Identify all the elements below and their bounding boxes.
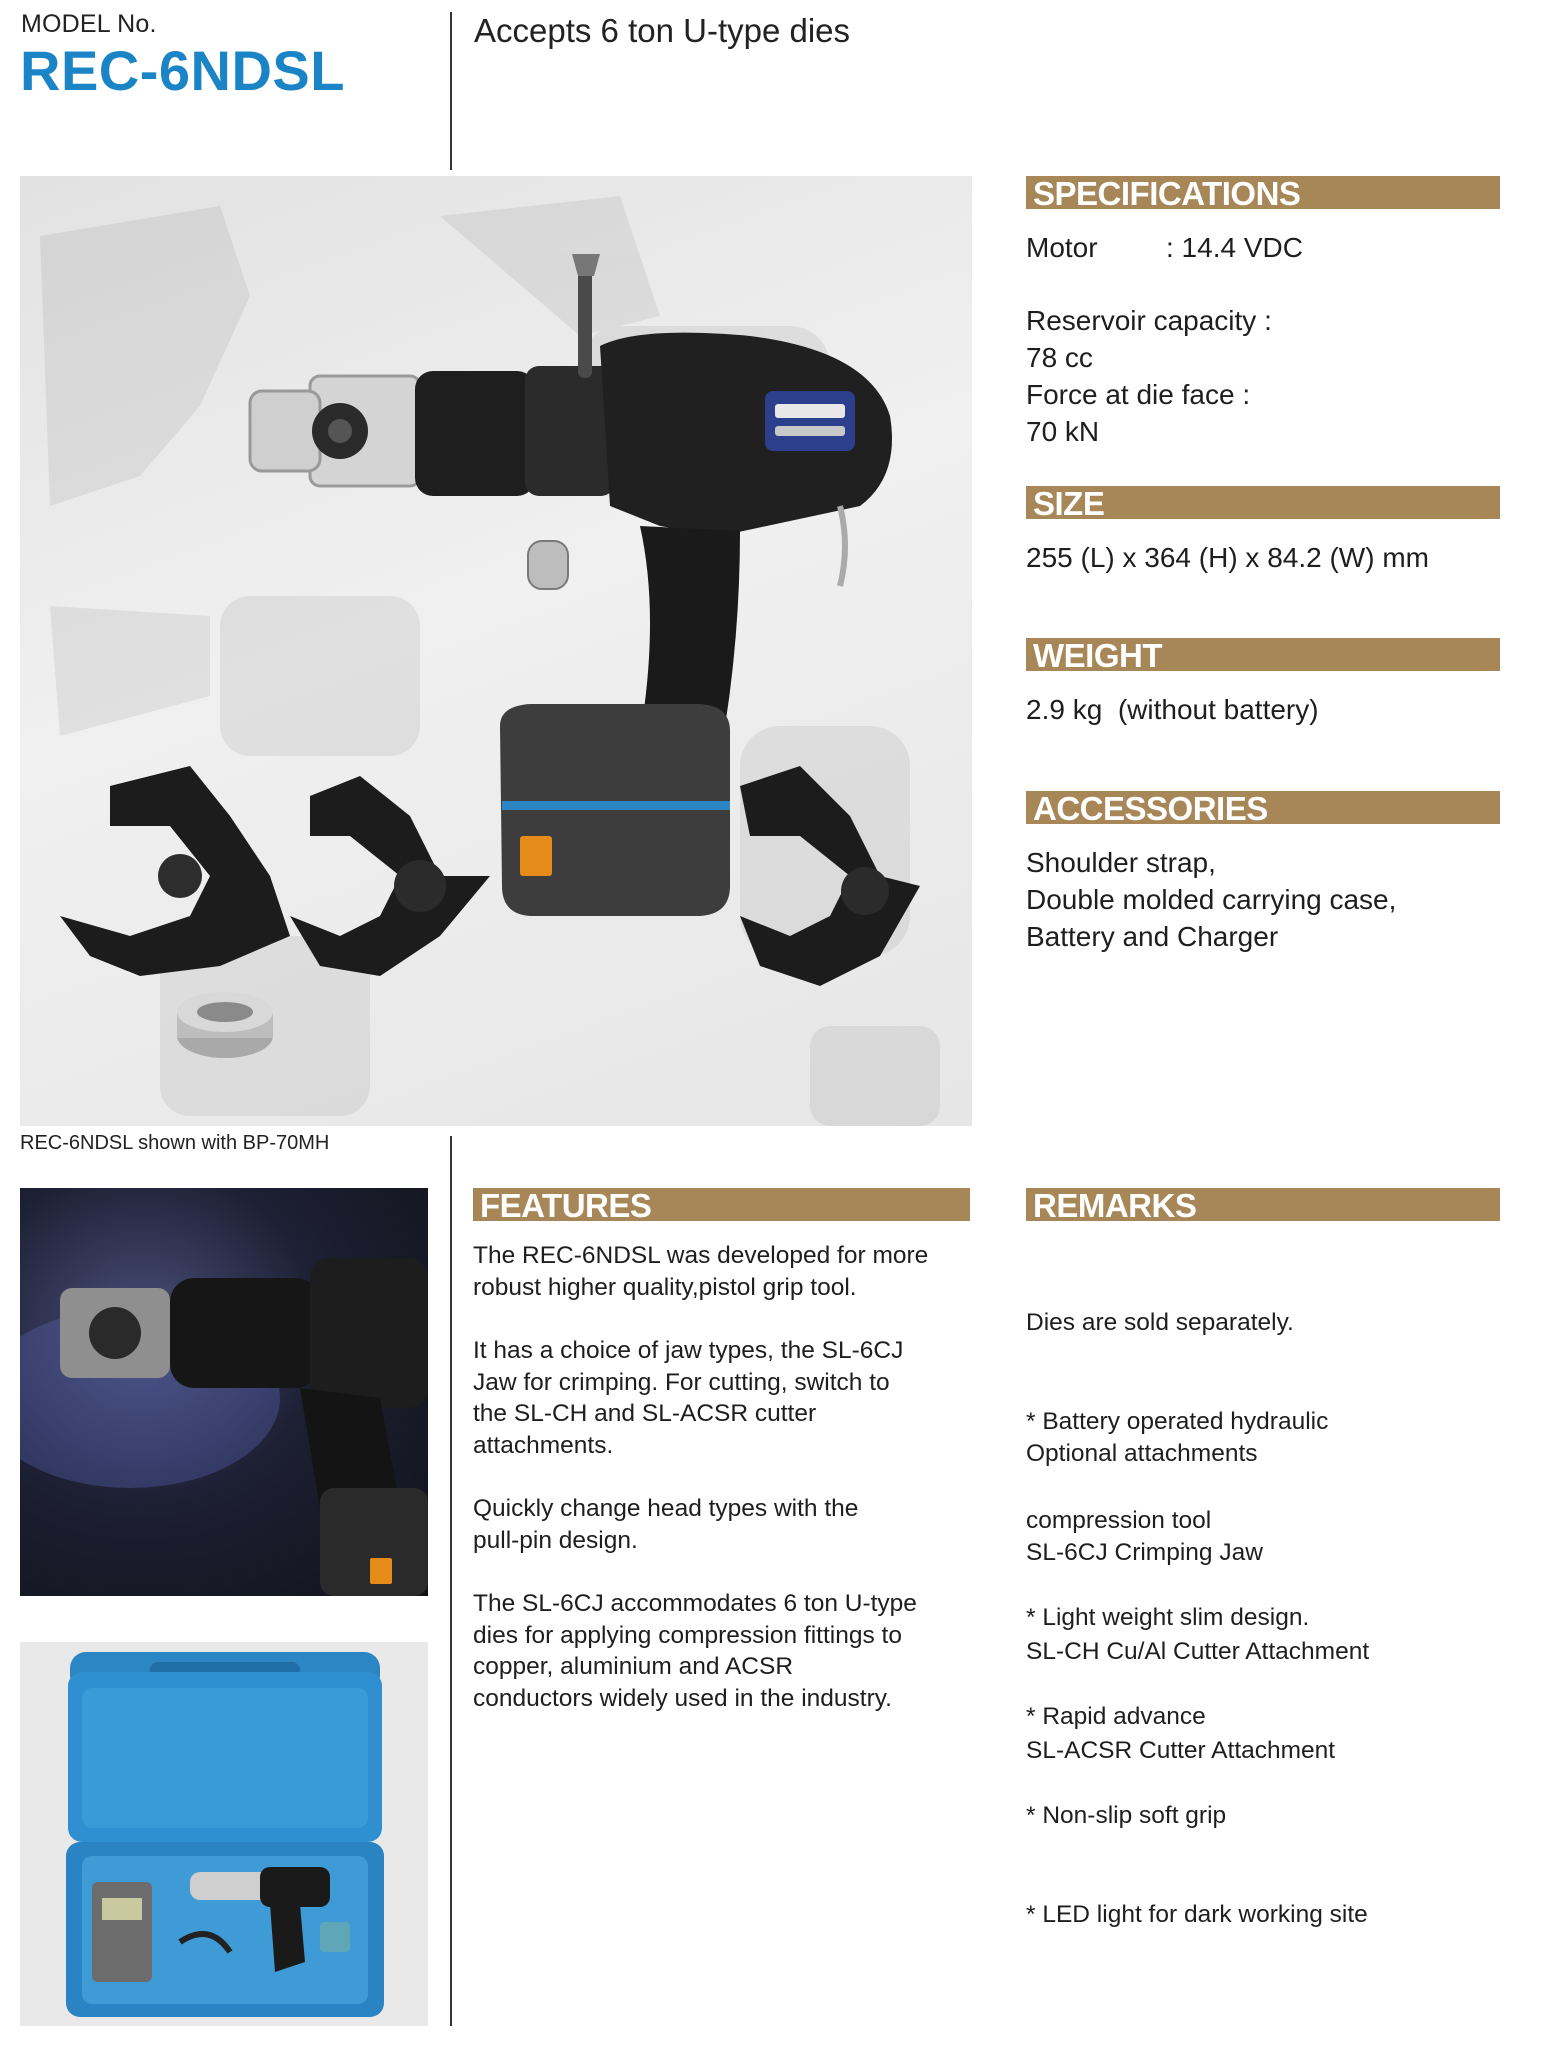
accessories-list	[1026, 844, 1396, 955]
carrying-case-illustration	[20, 1642, 428, 2026]
remarks-line: * Non-slip soft grip	[1026, 1802, 1227, 1829]
accessories-heading-bar	[1026, 790, 1500, 827]
photo-caption: REC-6NDSL shown with BP-70MH	[20, 1132, 330, 1154]
main-product-photo	[20, 176, 972, 1126]
features-line: copper, aluminium and ACSR	[473, 1653, 794, 1680]
tagline: Accepts 6 ton U-type dies	[474, 12, 851, 49]
remarks-heading-bar	[1026, 1187, 1500, 1224]
remarks-line: SL-CH Cu/Al Cutter Attachment	[1026, 1638, 1370, 1665]
remarks-line: * Battery operated hydraulic	[1026, 1408, 1329, 1435]
features-line: Quickly change head types with the	[473, 1495, 859, 1522]
remarks-line: * Rapid advance	[1026, 1703, 1206, 1730]
features-line: conductors widely used in the industry.	[473, 1684, 892, 1712]
accessories-item: Double molded carrying case,	[1026, 884, 1397, 915]
led-tool-illustration	[20, 1188, 428, 1596]
features-para-4	[473, 1588, 917, 1714]
remarks-line: Optional attachments	[1026, 1440, 1258, 1467]
reservoir-value: 78 cc	[1026, 342, 1093, 373]
weight-heading-bar	[1026, 637, 1500, 674]
model-name: REC-6NDSL	[20, 39, 345, 102]
force-value: 70 kN	[1026, 416, 1100, 447]
features-line: It has a choice of jaw types, the SL-6CJ	[473, 1337, 904, 1364]
features-heading: FEATURES	[480, 1187, 652, 1224]
remarks-block-3	[1026, 1535, 1368, 1964]
accessories-item: Battery and Charger	[1026, 921, 1279, 952]
size-value: 255 (L) x 364 (H) x 84.2 (W) mm	[1026, 542, 1429, 573]
motor-label: Motor	[1026, 232, 1098, 263]
led-light-photo	[20, 1188, 428, 1596]
features-para-2	[473, 1335, 903, 1461]
size-heading-bar	[1026, 485, 1500, 522]
size-heading: SIZE	[1033, 485, 1105, 522]
specifications-heading-bar	[1026, 175, 1500, 212]
features-heading-bar	[473, 1187, 970, 1224]
remarks-line: SL-6CJ Crimping Jaw	[1026, 1539, 1263, 1566]
features-line: attachments.	[473, 1431, 614, 1459]
remarks-line: * Light weight slim design.	[1026, 1604, 1310, 1631]
motor-value: : 14.4 VDC	[1166, 232, 1303, 263]
features-line: Jaw for crimping. For cutting, switch to	[473, 1368, 890, 1396]
model-label: MODEL No.	[21, 10, 157, 38]
features-para-3	[473, 1493, 858, 1556]
features-line: the SL-CH and SL-ACSR cutter	[473, 1400, 817, 1427]
weight-heading: WEIGHT	[1033, 637, 1162, 674]
features-line: The REC-6NDSL was developed for more	[473, 1242, 929, 1269]
accessories-item: Shoulder strap,	[1026, 847, 1216, 878]
remarks-line: Dies are sold separately.	[1026, 1309, 1294, 1336]
reservoir-label: Reservoir capacity :	[1026, 305, 1272, 336]
force-label: Force at die face :	[1026, 379, 1251, 410]
specifications-heading: SPECIFICATIONS	[1033, 175, 1301, 212]
accessories-heading: ACCESSORIES	[1033, 790, 1268, 827]
remarks-line: SL-ACSR Cutter Attachment	[1026, 1737, 1336, 1764]
features-line: robust higher quality,pistol grip tool.	[473, 1273, 857, 1301]
features-line: The SL-6CJ accommodates 6 ton U-type	[473, 1590, 917, 1617]
header-divider	[450, 12, 452, 170]
features-line: dies for applying compression fittings to	[473, 1621, 902, 1649]
features-para-1	[473, 1240, 928, 1303]
crimping-tool-illustration	[20, 176, 972, 1126]
remarks-line: compression tool	[1026, 1507, 1212, 1534]
remarks-line: * LED light for dark working site	[1026, 1901, 1368, 1928]
carrying-case-photo	[20, 1642, 428, 2026]
lower-divider	[450, 1136, 452, 2026]
remarks-heading: REMARKS	[1033, 1187, 1197, 1224]
features-line: pull-pin design.	[473, 1526, 638, 1554]
weight-value: 2.9 kg (without battery)	[1026, 694, 1319, 725]
specifications-body	[1026, 229, 1303, 450]
